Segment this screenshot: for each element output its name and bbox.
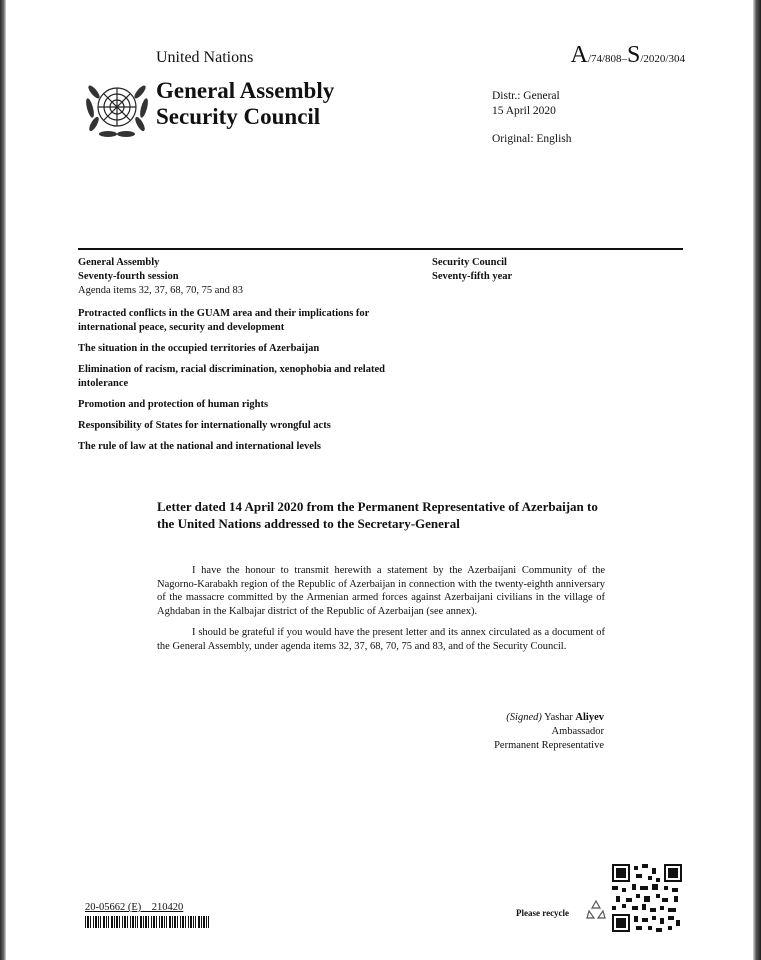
document-symbol [571, 42, 685, 69]
scan-edge-left [0, 0, 6, 960]
org-label: United Nations [156, 49, 254, 66]
symbol-s: S [627, 42, 641, 68]
ga-agenda: Agenda items 32, 37, 68, 70, 75 and 83 [78, 285, 244, 296]
sc-year: Seventy-fifth year [432, 271, 513, 282]
recycle-label: Please recycle [516, 908, 570, 918]
signer-role: Permanent Representative [494, 740, 604, 751]
topic-item: Elimination of racism, racial discrimination, xenophobia and related intolerance [78, 364, 385, 389]
signature-block [494, 711, 604, 753]
original-language: Original: English [492, 133, 572, 145]
scan-edge-right [753, 0, 761, 960]
topic-item: The situation in the occupied territories of Azerbaijan [78, 343, 320, 354]
distribution-block [492, 89, 572, 147]
issue-date: 15 April 2020 [492, 105, 556, 117]
topic-item: Promotion and protection of human rights [78, 399, 269, 410]
org-name-line1: General Assembly [156, 78, 335, 103]
un-emblem-icon [82, 78, 152, 140]
agenda-topics [78, 307, 408, 461]
header-divider [78, 248, 683, 250]
barcode-icon [85, 916, 209, 928]
symbol-a-rest: /74/808– [587, 53, 628, 65]
security-council-block [432, 256, 512, 284]
signer-last-name: Aliyev [575, 712, 604, 723]
document-number: 20-05662 (E) 210420 [85, 902, 184, 913]
general-assembly-block [78, 256, 243, 298]
qr-code-icon [612, 864, 682, 932]
body-paragraph: I should be grateful if you would have the present letter and its annex circulated as a document of the General Assembly, under agenda items 32, 37, 68, 70, 75 and 83, and of the Security Council. [157, 627, 605, 652]
ga-session: Seventy-fourth session [78, 271, 179, 282]
sc-title: Security Council [432, 257, 507, 268]
signer-line [494, 711, 604, 725]
letter-body [157, 564, 605, 661]
body-paragraph: I have the honour to transmit herewith a statement by the Azerbaijani Community of the Nagorno-Karabakh region of the Republic of Azerbaijan in connection with the twenty-eighth anniversary of the massacre committed by the Armenian armed forces against Azerbaijani civilians in the village of Aghdaban in the Kalbajar district of the Republic of Azerbaijan (see annex). [157, 565, 605, 617]
ga-title: General Assembly [78, 257, 160, 268]
topic-item: Protracted conflicts in the GUAM area and their implications for international peace, security and development [78, 308, 370, 333]
symbol-s-rest: /2020/304 [640, 53, 685, 65]
recycle-icon [585, 898, 607, 920]
distribution: Distr.: General [492, 90, 560, 102]
symbol-a: A [570, 42, 588, 68]
signer-first-name: Yashar [541, 712, 576, 723]
signer-role: Ambassador [551, 726, 604, 737]
signed-label: (Signed) [506, 712, 542, 723]
topic-item: Responsibility of States for internationally wrongful acts [78, 420, 331, 431]
topic-item: The rule of law at the national and international levels [78, 441, 321, 452]
letter-title: Letter dated 14 April 2020 from the Permanent Representative of Azerbaijan to the United Nations addressed to the Secretary-General [157, 499, 598, 531]
org-name-line2: Security Council [156, 104, 321, 129]
org-name [156, 78, 334, 130]
